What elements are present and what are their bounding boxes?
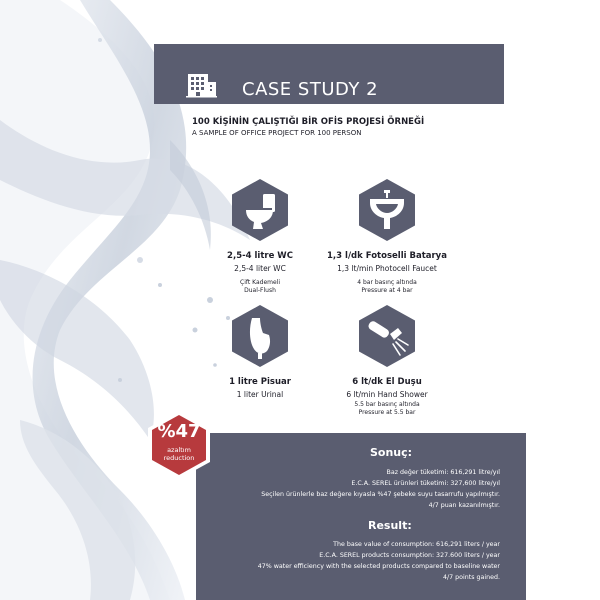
result-en-heading: Result:: [368, 519, 412, 532]
urinal-title-en: 1 liter Urinal: [236, 390, 284, 399]
faucet-hexagon: [354, 177, 420, 243]
result-tr-line-3: Seçilen ürünlerle baz değere kıyasla %47 şebeke suyu tasarrufu yapılmıştır.: [261, 491, 500, 498]
result-en-line-4: 4/7 points gained.: [443, 574, 500, 581]
sink-faucet-icon: [354, 177, 420, 243]
faucet-note-en: Pressure at 4 bar: [361, 287, 413, 294]
office-building-icon: [184, 70, 218, 98]
toilet-icon: [227, 177, 293, 243]
faucet-title: 1,3 l/dk Fotoselli Batarya: [327, 251, 447, 261]
page-title: CASE STUDY 2: [242, 79, 379, 100]
urinal-title: 1 litre Pisuar: [229, 377, 291, 387]
urinal-hexagon: [227, 303, 293, 369]
shower-note-en: Pressure at 5.5 bar: [358, 409, 416, 416]
result-tr-heading: Sonuç:: [370, 446, 413, 459]
shower-title-en: 6 lt/min Hand Shower: [346, 390, 428, 399]
reduction-value: %47: [157, 421, 201, 442]
result-tr-line-2: E.C.A. SEREL ürünleri tüketimi: 327,600 litre/yıl: [351, 480, 500, 487]
urinal-icon: [227, 303, 293, 369]
result-en-line-2: E.C.A. SEREL products consumption: 327.600 liters / year: [319, 552, 500, 559]
shower-note-tr: 5.5 bar basınç altında: [354, 401, 420, 408]
faucet-note-tr: 4 bar basınç altında: [357, 279, 417, 286]
wc-note-tr: Çift Kademeli: [240, 279, 280, 286]
reduction-label-en: reduction: [163, 454, 195, 462]
reduction-label-tr: azaltım: [167, 446, 191, 454]
faucet-title-en: 1,3 lt/min Photocell Faucet: [337, 264, 437, 273]
toilet-hexagon: [227, 177, 293, 243]
subtitle-tr: 100 KİŞİNİN ÇALIŞTIĞI BİR OFİS PROJESİ ÖRNEĞİ: [192, 117, 425, 127]
result-tr-line-1: Baz değer tüketimi: 616,291 litre/yıl: [386, 469, 500, 476]
result-en-line-1: The base value of consumption: 616,291 liters / year: [333, 541, 500, 548]
wc-title: 2,5-4 litre WC: [227, 251, 293, 261]
wc-title-en: 2,5-4 liter WC: [234, 264, 286, 273]
result-en-line-3: 47% water efficiency with the selected products compared to baseline water: [257, 563, 500, 570]
shower-title: 6 lt/dk El Duşu: [352, 377, 422, 387]
hand-shower-icon: [354, 303, 420, 369]
result-tr-line-4: 4/7 puan kazanılmıştır.: [428, 502, 500, 509]
subtitle-en: A SAMPLE OF OFFICE PROJECT FOR 100 PERSON: [192, 129, 362, 137]
wc-note-en: Dual-Flush: [244, 287, 276, 294]
shower-hexagon: [354, 303, 420, 369]
